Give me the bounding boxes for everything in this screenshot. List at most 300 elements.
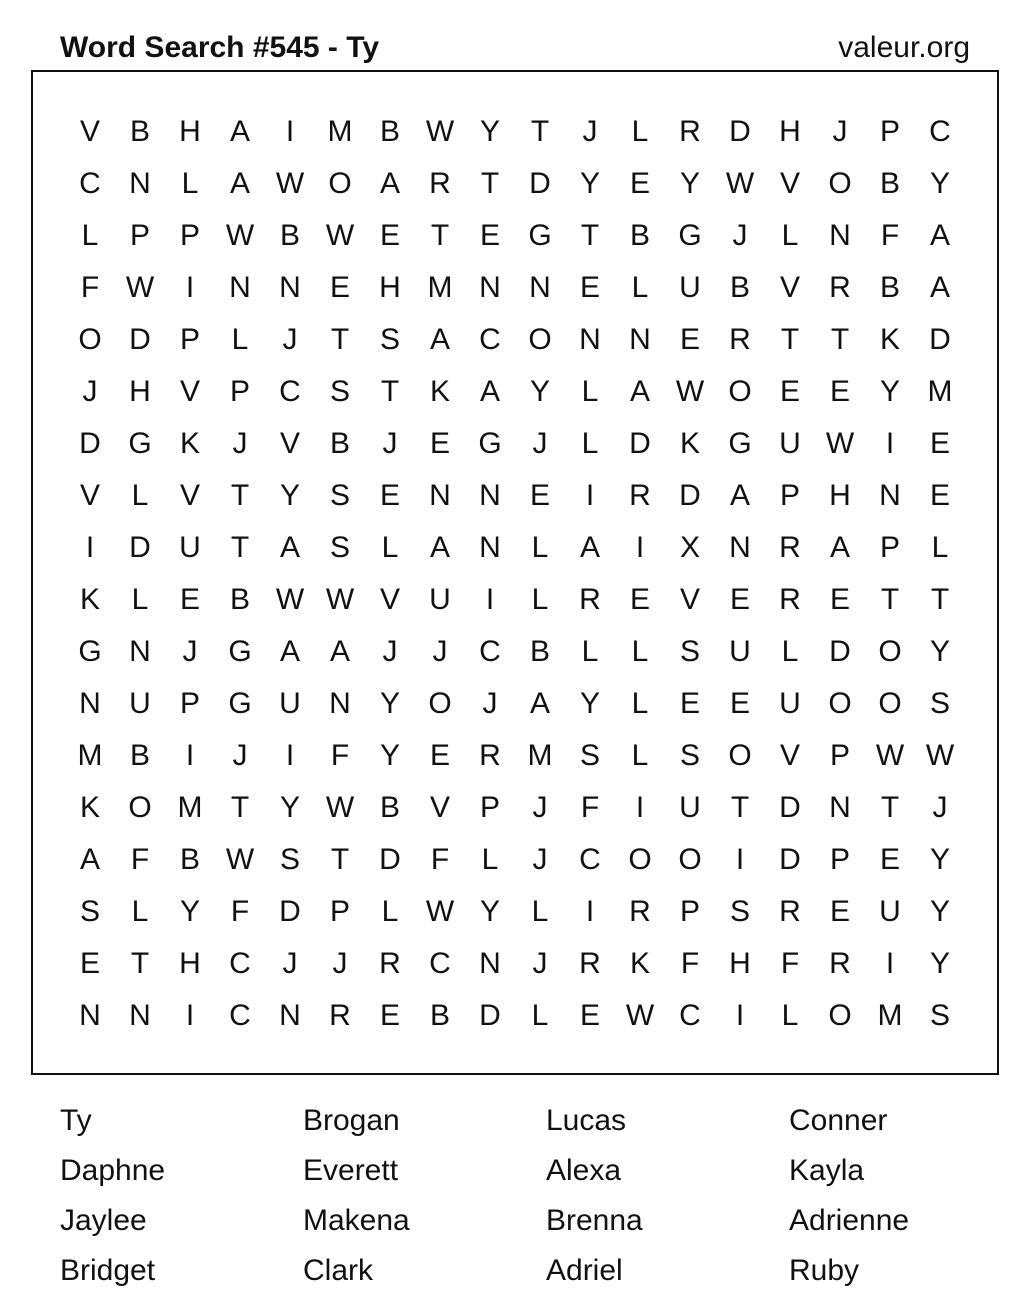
grid-letter: J xyxy=(282,323,298,356)
grid-letter: D xyxy=(929,323,951,356)
grid-letter: V xyxy=(679,583,700,616)
grid-letter: L xyxy=(631,635,649,668)
grid-letter: M xyxy=(877,999,903,1032)
grid-letter: W xyxy=(225,219,255,252)
grid-letter: P xyxy=(679,895,700,928)
grid-letter: R xyxy=(679,115,701,148)
site-name: valeur.org xyxy=(838,31,970,64)
word-list-item: Kayla xyxy=(789,1154,865,1187)
grid-letter: P xyxy=(829,739,850,772)
grid-letter: I xyxy=(485,583,495,616)
grid-letter: O xyxy=(728,375,752,408)
grid-letter: E xyxy=(679,687,700,720)
grid-letter: K xyxy=(879,323,900,356)
grid-letter: L xyxy=(631,687,649,720)
grid-letter: L xyxy=(631,271,649,304)
grid-letter: N xyxy=(79,687,101,720)
grid-letter: R xyxy=(579,583,601,616)
grid-letter: A xyxy=(229,115,250,148)
grid-letter: R xyxy=(429,167,451,200)
grid-letter: N xyxy=(479,271,501,304)
grid-letter: B xyxy=(629,219,650,252)
grid-letter: D xyxy=(379,843,401,876)
grid-letter: P xyxy=(779,479,800,512)
grid-letter: B xyxy=(729,271,750,304)
grid-letter: J xyxy=(82,375,98,408)
grid-letter: Y xyxy=(929,635,950,668)
grid-letter: N xyxy=(579,323,601,356)
grid-letter: H xyxy=(779,115,801,148)
grid-letter: S xyxy=(279,843,300,876)
grid-letter: H xyxy=(729,947,751,980)
grid-letter: D xyxy=(729,115,751,148)
grid-letter: E xyxy=(429,427,450,460)
grid-letter: R xyxy=(729,323,751,356)
grid-letter: B xyxy=(379,115,400,148)
grid-letter: E xyxy=(729,687,750,720)
grid-letter: F xyxy=(230,895,250,928)
grid-letter: W xyxy=(825,427,855,460)
word-list-item: Jaylee xyxy=(60,1204,147,1237)
grid-letter: E xyxy=(779,375,800,408)
grid-letter: G xyxy=(228,635,252,668)
grid-letter: E xyxy=(929,427,950,460)
grid-letter: B xyxy=(329,427,350,460)
grid-letter: U xyxy=(279,687,301,720)
grid-letter: E xyxy=(829,583,850,616)
grid-letter: R xyxy=(629,895,651,928)
grid-letter: J xyxy=(482,687,498,720)
grid-letter: I xyxy=(585,479,595,512)
grid-letter: U xyxy=(179,531,201,564)
grid-letter: E xyxy=(379,479,400,512)
grid-letter: B xyxy=(129,115,150,148)
grid-letter: S xyxy=(329,375,350,408)
grid-letter: E xyxy=(379,999,400,1032)
grid-letter: Y xyxy=(279,479,300,512)
grid-letter: Y xyxy=(379,687,400,720)
grid-letter: A xyxy=(579,531,600,564)
grid-letter: E xyxy=(179,583,200,616)
grid-letter: D xyxy=(279,895,301,928)
grid-letter: J xyxy=(532,427,548,460)
grid-letter: I xyxy=(885,947,895,980)
grid-letter: I xyxy=(185,271,195,304)
grid-letter: L xyxy=(581,635,599,668)
grid-letter: C xyxy=(279,375,301,408)
grid-letter: T xyxy=(480,167,500,200)
grid-letter: W xyxy=(325,583,355,616)
grid-letter: T xyxy=(580,219,600,252)
grid-letter: S xyxy=(329,531,350,564)
grid-letter: U xyxy=(779,427,801,460)
grid-letter: U xyxy=(129,687,151,720)
grid-letter: Y xyxy=(579,167,600,200)
grid-letter: Y xyxy=(929,895,950,928)
grid-letter: T xyxy=(230,531,250,564)
grid-letter: C xyxy=(229,947,251,980)
letter-grid xyxy=(65,106,965,1042)
grid-letter: B xyxy=(379,791,400,824)
grid-letter: B xyxy=(229,583,250,616)
grid-letter: E xyxy=(579,271,600,304)
grid-letter: J xyxy=(232,427,248,460)
grid-letter: L xyxy=(131,895,149,928)
grid-letter: P xyxy=(829,843,850,876)
grid-letter: F xyxy=(80,271,100,304)
grid-letter: L xyxy=(581,427,599,460)
grid-letter: D xyxy=(529,167,551,200)
grid-letter: D xyxy=(629,427,651,460)
grid-letter: W xyxy=(675,375,705,408)
grid-letter: N xyxy=(829,791,851,824)
word-list-item: Clark xyxy=(303,1254,374,1287)
grid-letter: V xyxy=(779,167,800,200)
grid-letter: E xyxy=(579,999,600,1032)
grid-letter: S xyxy=(929,687,950,720)
grid-letter: U xyxy=(679,271,701,304)
grid-letter: A xyxy=(79,843,100,876)
grid-letter: D xyxy=(779,843,801,876)
grid-letter: J xyxy=(732,219,748,252)
grid-letter: A xyxy=(529,687,550,720)
grid-letter: J xyxy=(282,947,298,980)
grid-letter: A xyxy=(829,531,850,564)
grid-letter: K xyxy=(429,375,450,408)
grid-letter: F xyxy=(680,947,700,980)
grid-letter: W xyxy=(225,843,255,876)
grid-letter: F xyxy=(580,791,600,824)
grid-letter: S xyxy=(929,999,950,1032)
grid-letter: O xyxy=(528,323,552,356)
grid-letter: P xyxy=(879,115,900,148)
grid-letter: O xyxy=(728,739,752,772)
grid-letter: I xyxy=(285,739,295,772)
grid-letter: J xyxy=(182,635,198,668)
grid-letter: P xyxy=(129,219,150,252)
grid-letter: M xyxy=(427,271,453,304)
grid-letter: N xyxy=(529,271,551,304)
grid-letter: I xyxy=(885,427,895,460)
grid-letter: J xyxy=(432,635,448,668)
grid-letter: K xyxy=(79,791,100,824)
grid-letter: E xyxy=(479,219,500,252)
grid-letter: I xyxy=(85,531,95,564)
grid-letter: J xyxy=(832,115,848,148)
puzzle-title: Word Search #545 - Ty xyxy=(60,31,380,64)
grid-letter: L xyxy=(131,583,149,616)
grid-letter: R xyxy=(479,739,501,772)
grid-letter: P xyxy=(229,375,250,408)
grid-letter: Y xyxy=(879,375,900,408)
grid-letter: N xyxy=(279,999,301,1032)
grid-letter: D xyxy=(79,427,101,460)
grid-letter: L xyxy=(781,999,799,1032)
grid-letter: W xyxy=(725,167,755,200)
grid-letter: A xyxy=(379,167,400,200)
grid-letter: L xyxy=(131,479,149,512)
grid-letter: R xyxy=(779,531,801,564)
grid-letter: R xyxy=(829,271,851,304)
grid-letter: R xyxy=(329,999,351,1032)
grid-letter: A xyxy=(629,375,650,408)
grid-letter: A xyxy=(329,635,350,668)
grid-letter: L xyxy=(181,167,199,200)
grid-letter: T xyxy=(230,791,250,824)
grid-letter: H xyxy=(379,271,401,304)
grid-letter: G xyxy=(678,219,702,252)
grid-letter: S xyxy=(729,895,750,928)
grid-letter: Y xyxy=(929,843,950,876)
grid-letter: E xyxy=(729,583,750,616)
word-list-item: Adriel xyxy=(546,1254,623,1287)
grid-letter: D xyxy=(479,999,501,1032)
grid-letter: A xyxy=(429,531,450,564)
grid-letter: W xyxy=(275,167,305,200)
grid-letter: J xyxy=(532,843,548,876)
grid-letter: J xyxy=(532,791,548,824)
grid-letter: L xyxy=(581,375,599,408)
grid-letter: N xyxy=(729,531,751,564)
grid-letter: P xyxy=(179,687,200,720)
grid-letter: J xyxy=(332,947,348,980)
grid-letter: A xyxy=(429,323,450,356)
grid-letter: F xyxy=(130,843,150,876)
grid-letter: Y xyxy=(179,895,200,928)
grid-letter: M xyxy=(327,115,353,148)
grid-letter: L xyxy=(531,895,549,928)
grid-letter: M xyxy=(927,375,953,408)
grid-letter: M xyxy=(77,739,103,772)
grid-letter: P xyxy=(179,323,200,356)
word-list-item: Alexa xyxy=(546,1154,622,1187)
grid-letter: S xyxy=(329,479,350,512)
grid-letter: N xyxy=(279,271,301,304)
grid-letter: I xyxy=(185,739,195,772)
grid-letter: G xyxy=(478,427,502,460)
grid-letter: T xyxy=(730,791,750,824)
grid-letter: O xyxy=(78,323,102,356)
grid-letter: S xyxy=(579,739,600,772)
word-list xyxy=(60,1096,1030,1296)
grid-letter: T xyxy=(780,323,800,356)
grid-letter: N xyxy=(479,947,501,980)
grid-letter: T xyxy=(130,947,150,980)
grid-letter: D xyxy=(829,635,851,668)
grid-letter: H xyxy=(179,947,201,980)
grid-letter: S xyxy=(79,895,100,928)
grid-letter: T xyxy=(330,323,350,356)
grid-letter: V xyxy=(179,479,200,512)
grid-letter: P xyxy=(479,791,500,824)
grid-letter: H xyxy=(179,115,201,148)
grid-letter: E xyxy=(629,583,650,616)
word-list-item: Brogan xyxy=(303,1104,400,1137)
grid-letter: G xyxy=(78,635,102,668)
word-list-item: Lucas xyxy=(546,1104,627,1137)
grid-letter: I xyxy=(735,843,745,876)
grid-letter: Y xyxy=(279,791,300,824)
grid-letter: G xyxy=(728,427,752,460)
grid-letter: E xyxy=(629,167,650,200)
grid-letter: V xyxy=(429,791,450,824)
grid-letter: N xyxy=(129,167,151,200)
grid-letter: I xyxy=(185,999,195,1032)
grid-letter: W xyxy=(625,999,655,1032)
grid-letter: V xyxy=(179,375,200,408)
grid-letter: C xyxy=(79,167,101,200)
grid-letter: T xyxy=(430,219,450,252)
grid-letter: S xyxy=(379,323,400,356)
grid-letter: A xyxy=(929,219,950,252)
grid-letter: B xyxy=(129,739,150,772)
grid-letter: B xyxy=(879,167,900,200)
grid-letter: P xyxy=(179,219,200,252)
grid-letter: A xyxy=(279,635,300,668)
grid-letter: C xyxy=(229,999,251,1032)
grid-letter: R xyxy=(829,947,851,980)
grid-letter: S xyxy=(679,635,700,668)
word-list-item: Brenna xyxy=(546,1204,643,1237)
grid-letter: P xyxy=(879,531,900,564)
grid-letter: G xyxy=(128,427,152,460)
grid-letter: N xyxy=(329,687,351,720)
grid-letter: L xyxy=(531,999,549,1032)
grid-letter: N xyxy=(879,479,901,512)
grid-letter: B xyxy=(879,271,900,304)
grid-letter: F xyxy=(430,843,450,876)
grid-letter: E xyxy=(829,895,850,928)
grid-letter: L xyxy=(931,531,949,564)
grid-letter: Y xyxy=(679,167,700,200)
grid-letter: O xyxy=(678,843,702,876)
grid-letter: L xyxy=(631,115,649,148)
grid-letter: V xyxy=(379,583,400,616)
grid-letter: I xyxy=(635,531,645,564)
grid-letter: R xyxy=(779,583,801,616)
grid-letter: O xyxy=(878,687,902,720)
grid-letter: P xyxy=(329,895,350,928)
grid-letter: J xyxy=(582,115,598,148)
grid-letter: D xyxy=(679,479,701,512)
grid-letter: C xyxy=(679,999,701,1032)
grid-letter: T xyxy=(380,375,400,408)
grid-letter: J xyxy=(532,947,548,980)
word-list-item: Conner xyxy=(789,1104,888,1137)
grid-letter: F xyxy=(780,947,800,980)
grid-letter: W xyxy=(275,583,305,616)
word-list-item: Daphne xyxy=(60,1154,166,1187)
grid-letter: A xyxy=(279,531,300,564)
grid-letter: O xyxy=(128,791,152,824)
word-list-item: Adrienne xyxy=(789,1204,910,1237)
grid-letter: D xyxy=(779,791,801,824)
grid-letter: J xyxy=(382,635,398,668)
grid-letter: U xyxy=(779,687,801,720)
grid-letter: U xyxy=(729,635,751,668)
grid-letter: U xyxy=(679,791,701,824)
grid-letter: K xyxy=(679,427,700,460)
grid-letter: X xyxy=(679,531,700,564)
grid-letter: O xyxy=(828,687,852,720)
grid-letter: W xyxy=(125,271,155,304)
grid-letter: A xyxy=(479,375,500,408)
grid-letter: F xyxy=(880,219,900,252)
grid-letter: N xyxy=(129,999,151,1032)
grid-letter: W xyxy=(875,739,905,772)
grid-letter: A xyxy=(929,271,950,304)
grid-letter: R xyxy=(579,947,601,980)
word-list-item: Ty xyxy=(60,1104,92,1137)
grid-letter: Y xyxy=(579,687,600,720)
grid-letter: O xyxy=(828,999,852,1032)
grid-letter: N xyxy=(829,219,851,252)
grid-letter: J xyxy=(932,791,948,824)
grid-letter: W xyxy=(425,115,455,148)
grid-letter: L xyxy=(381,531,399,564)
grid-letter: S xyxy=(679,739,700,772)
grid-letter: U xyxy=(429,583,451,616)
grid-letter: I xyxy=(635,791,645,824)
grid-letter: Y xyxy=(529,375,550,408)
grid-letter: K xyxy=(629,947,650,980)
grid-letter: U xyxy=(879,895,901,928)
grid-letter: H xyxy=(829,479,851,512)
grid-letter: N xyxy=(629,323,651,356)
grid-letter: G xyxy=(528,219,552,252)
grid-letter: T xyxy=(830,323,850,356)
grid-letter: O xyxy=(828,167,852,200)
grid-letter: E xyxy=(79,947,100,980)
grid-letter: C xyxy=(429,947,451,980)
grid-letter: J xyxy=(232,739,248,772)
grid-letter: L xyxy=(381,895,399,928)
grid-letter: M xyxy=(177,791,203,824)
grid-letter: N xyxy=(429,479,451,512)
grid-letter: L xyxy=(481,843,499,876)
grid-letter: V xyxy=(779,739,800,772)
grid-letter: I xyxy=(585,895,595,928)
grid-letter: L xyxy=(781,635,799,668)
grid-letter: T xyxy=(880,791,900,824)
grid-letter: Y xyxy=(929,947,950,980)
grid-letter: T xyxy=(330,843,350,876)
grid-letter: E xyxy=(329,271,350,304)
grid-letter: E xyxy=(879,843,900,876)
grid-letter: N xyxy=(479,531,501,564)
grid-letter: E xyxy=(429,739,450,772)
grid-letter: N xyxy=(479,479,501,512)
grid-letter: C xyxy=(479,323,501,356)
grid-letter: L xyxy=(531,583,549,616)
grid-letter: T xyxy=(880,583,900,616)
grid-letter: O xyxy=(628,843,652,876)
grid-letter: E xyxy=(929,479,950,512)
grid-letter: N xyxy=(129,635,151,668)
grid-letter: C xyxy=(579,843,601,876)
grid-letter: L xyxy=(531,531,549,564)
grid-letter: R xyxy=(779,895,801,928)
grid-letter: Y xyxy=(929,167,950,200)
grid-letter: K xyxy=(179,427,200,460)
grid-letter: L xyxy=(631,739,649,772)
grid-letter: F xyxy=(330,739,350,772)
grid-letter: J xyxy=(382,427,398,460)
grid-letter: Y xyxy=(379,739,400,772)
word-list-item: Everett xyxy=(303,1154,399,1187)
grid-letter: W xyxy=(325,791,355,824)
grid-letter: T xyxy=(530,115,550,148)
